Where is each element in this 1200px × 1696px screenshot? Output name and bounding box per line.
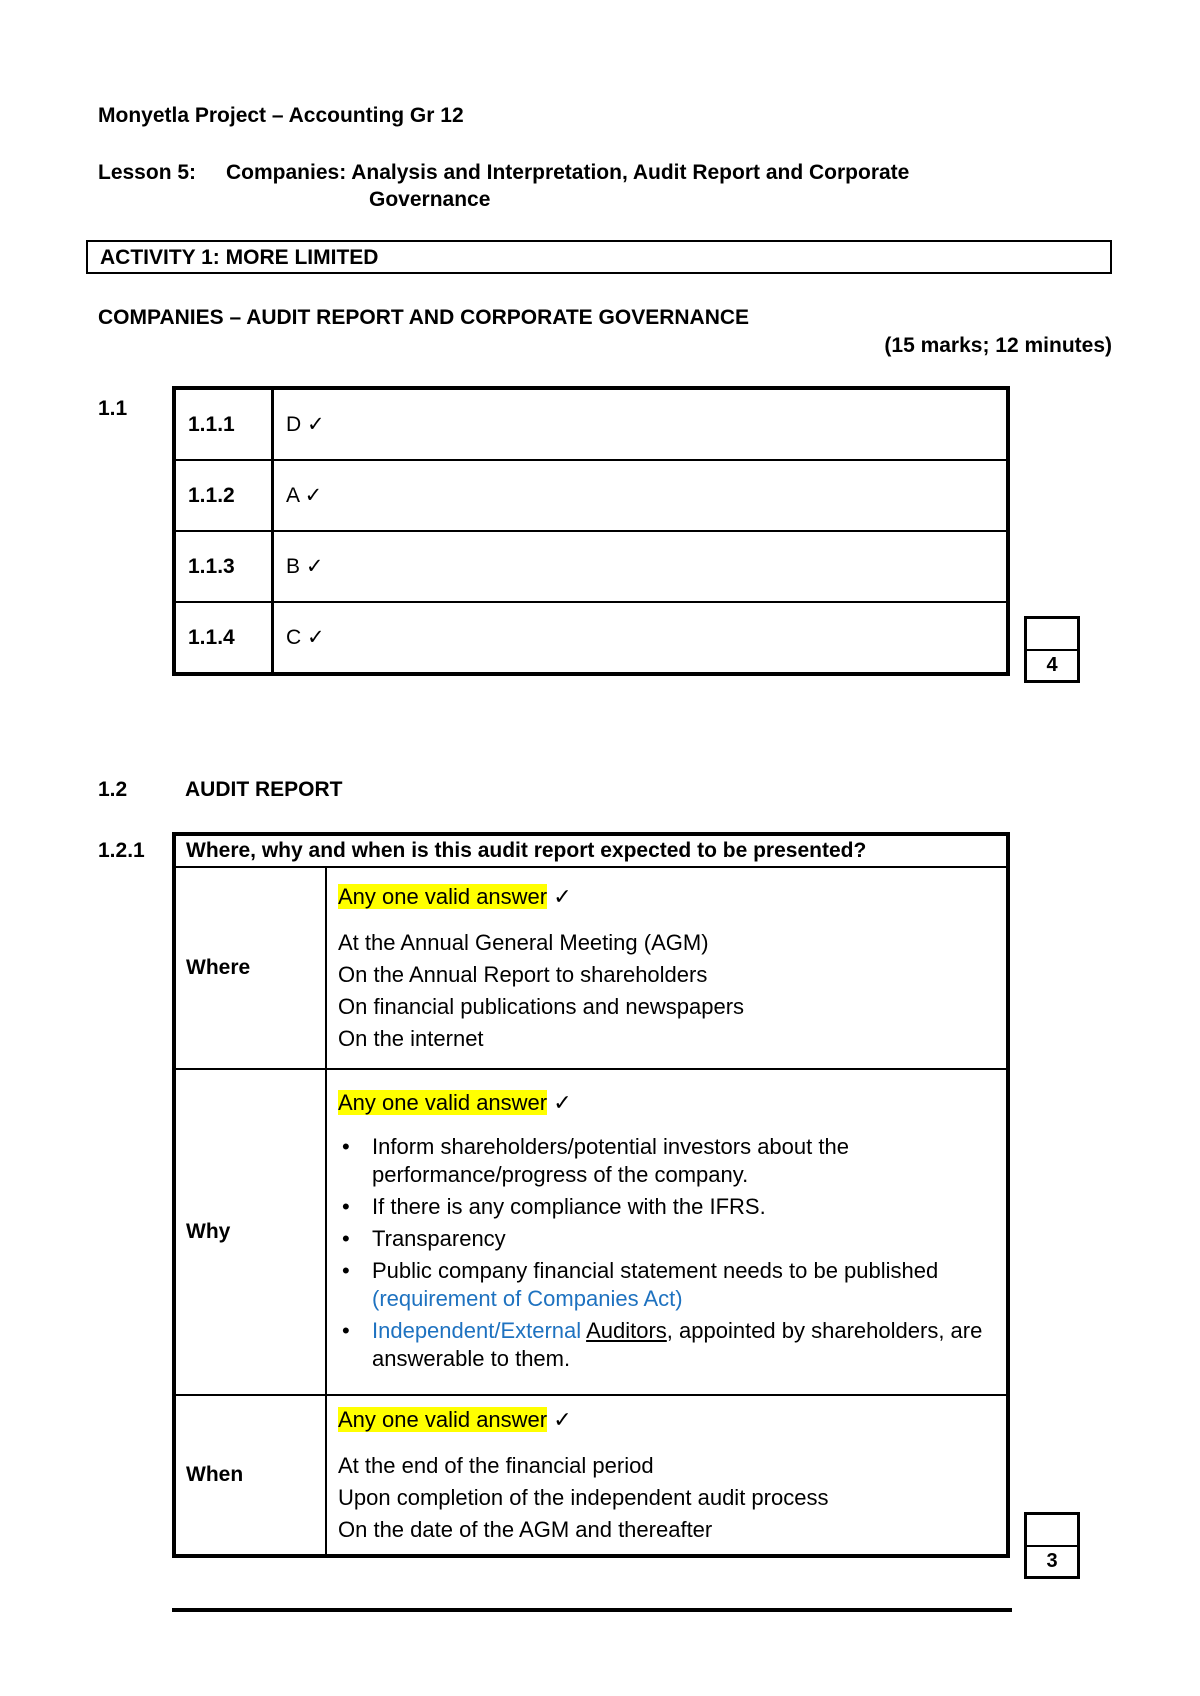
- bullet-icon: •: [342, 1134, 350, 1159]
- multiple-choice-answers-table: [172, 386, 1010, 676]
- why-list: [338, 1133, 996, 1373]
- lesson-prefix: Lesson 5:: [98, 161, 197, 184]
- companies-act-note: (requirement of Companies Act): [372, 1286, 683, 1311]
- list-item-text: If there is any compliance with the IFRS.: [372, 1194, 766, 1219]
- marks-box-1-2: [1024, 1512, 1080, 1579]
- lesson-title-line1: Companies: Analysis and Interpretation, Audit Report and Corporate: [226, 161, 910, 184]
- lesson-title-line2: Governance: [369, 188, 491, 211]
- answer-cell: C ✓: [273, 602, 1009, 674]
- answer-line: On the date of the AGM and thereafter: [338, 1517, 713, 1542]
- answer-line: At the Annual General Meeting (AGM): [338, 930, 709, 955]
- marks-box-blank: [1027, 619, 1077, 651]
- question-number-1-1: 1.1: [98, 397, 128, 420]
- question-number-1-2-1: 1.2.1: [98, 839, 145, 862]
- list-item: [338, 1317, 996, 1373]
- section-title: COMPANIES – AUDIT REPORT AND CORPORATE GOVERNANCE: [98, 306, 750, 329]
- list-item-text: , appointed by shareholders, are answerable to them.: [372, 1318, 983, 1371]
- table-row: [174, 602, 1008, 674]
- answer-cell: A ✓: [273, 460, 1009, 531]
- where-content: [326, 867, 1008, 1069]
- check-mark: ✓: [547, 1407, 572, 1432]
- row-label: When: [174, 1395, 326, 1556]
- list-item: [338, 1225, 996, 1253]
- answer-cell: B ✓: [273, 531, 1009, 602]
- row-label: Why: [174, 1069, 326, 1395]
- list-item: [338, 1193, 996, 1221]
- question-number: 1.1.3: [174, 531, 273, 602]
- why-content: [326, 1069, 1008, 1395]
- answer-line: On the internet: [338, 1026, 484, 1051]
- list-item-text: Public company financial statement needs to be published: [372, 1258, 939, 1283]
- table-row: [174, 460, 1008, 531]
- check-mark: ✓: [547, 1090, 572, 1115]
- table-header: Where, why and when is this audit report expected to be presented?: [174, 834, 1008, 867]
- question-number: 1.1.1: [174, 388, 273, 460]
- marks-value: 4: [1046, 654, 1058, 676]
- activity-title-box: ACTIVITY 1: MORE LIMITED: [86, 240, 1112, 274]
- answer-cell: D ✓: [273, 388, 1009, 460]
- marks-time: (15 marks; 12 minutes): [884, 334, 1112, 357]
- auditors-text: Auditors: [586, 1318, 667, 1343]
- marks-box-blank: [1027, 1515, 1077, 1547]
- bullet-icon: •: [342, 1258, 350, 1283]
- independent-external-text: Independent/External: [372, 1318, 582, 1343]
- table-row-why: [174, 1069, 1008, 1395]
- answer-line: Upon completion of the independent audit process: [338, 1485, 829, 1510]
- list-item-text: Transparency: [372, 1226, 506, 1251]
- when-content: [326, 1395, 1008, 1556]
- question-number: 1.1.2: [174, 460, 273, 531]
- list-item-text: Inform shareholders/potential investors about the performance/progress of the company.: [372, 1134, 849, 1187]
- marks-box-1-1: [1024, 616, 1080, 683]
- table-row-where: [174, 867, 1008, 1069]
- list-item: [338, 1257, 996, 1313]
- table-row-when: [174, 1395, 1008, 1556]
- project-title: Monyetla Project – Accounting Gr 12: [98, 104, 464, 127]
- question-number-1-2: 1.2: [98, 778, 128, 801]
- answer-line: On financial publications and newspapers: [338, 994, 745, 1019]
- answer-prompt: Any one valid answer: [338, 1090, 548, 1115]
- question-number: 1.1.4: [174, 602, 273, 674]
- check-mark: ✓: [547, 884, 572, 909]
- bottom-rule: [172, 1608, 1012, 1612]
- audit-report-heading: AUDIT REPORT: [185, 778, 343, 801]
- marks-value: 3: [1046, 1550, 1058, 1572]
- answer-prompt: Any one valid answer: [338, 1407, 548, 1432]
- row-label: Where: [174, 867, 326, 1069]
- table-row: [174, 388, 1008, 460]
- list-item: [338, 1133, 996, 1189]
- bullet-icon: •: [342, 1318, 350, 1343]
- audit-report-table: [172, 832, 1010, 1558]
- answer-prompt: Any one valid answer: [338, 884, 548, 909]
- bullet-icon: •: [342, 1226, 350, 1251]
- answer-line: On the Annual Report to shareholders: [338, 962, 708, 987]
- table-row: [174, 531, 1008, 602]
- answer-line: At the end of the financial period: [338, 1453, 654, 1478]
- bullet-icon: •: [342, 1194, 350, 1219]
- table-header-row: [174, 834, 1008, 867]
